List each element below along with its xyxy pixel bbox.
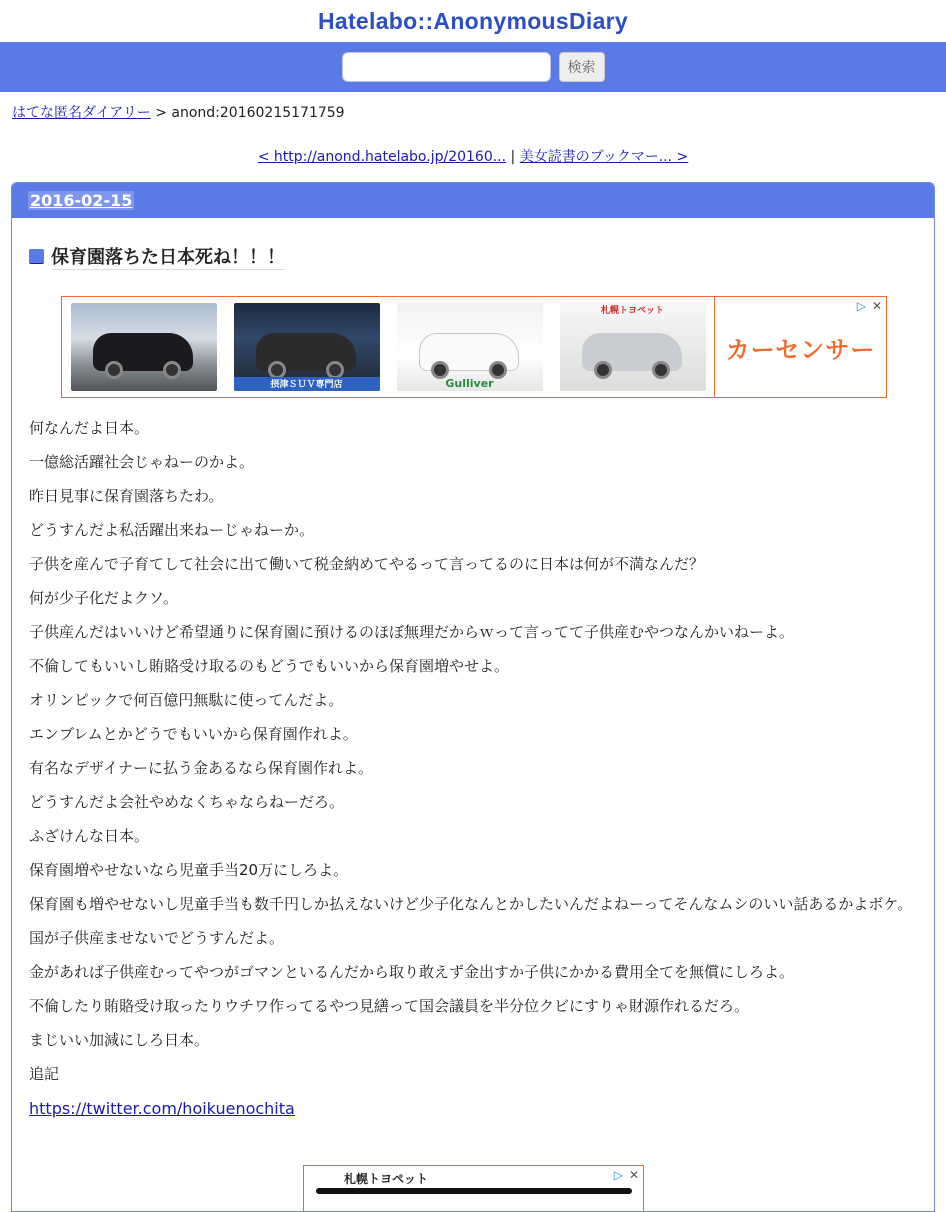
ad2-brand: 札幌トヨペット: [344, 1172, 429, 1186]
next-entry-link[interactable]: 美女読書のブックマー... >: [519, 149, 689, 165]
entry-paragraph: 有名なデザイナーに払う金あるなら保育園作れよ。: [29, 759, 373, 777]
ad-car-tile[interactable]: [62, 297, 225, 397]
car-caption: [71, 377, 217, 391]
search-input[interactable]: [342, 52, 551, 82]
entry-paragraph: 金があれば子供産むってやつがゴマンといるんだから取り敢えず金出すか子供にかかる費用全てを無償にしろよ。: [29, 963, 795, 981]
entry-paragraph: 一億総活躍社会じゃねーのかよ。: [29, 453, 255, 471]
ad-brand-logo[interactable]: カーセンサー: [725, 335, 876, 364]
breadcrumb-current: anond:20160215171759: [171, 105, 345, 121]
ad-banner-bottom[interactable]: [303, 1165, 644, 1212]
breadcrumb-home-link[interactable]: はてな匿名ダイアリー: [12, 105, 151, 121]
car-image-2: [234, 303, 380, 391]
entry-permalink-square-icon[interactable]: [29, 249, 44, 264]
twitter-link[interactable]: https://twitter.com/hoikuenochita: [29, 1099, 295, 1118]
day-section: [11, 182, 935, 1212]
car-caption: Gulliver: [445, 377, 494, 390]
ad-car-tile[interactable]: [225, 297, 388, 397]
ad2-image: [316, 1188, 632, 1194]
site-header: [0, 0, 946, 42]
entry-paragraph: 何が少子化だよクソ。: [29, 589, 178, 607]
ad2-choices: [614, 1168, 639, 1182]
car-caption: 摂津ＳＵＶ専門店: [234, 377, 380, 391]
day-header: [12, 183, 934, 218]
entry-paragraph: 昨日見事に保育園落ちたわ。: [29, 487, 224, 505]
close-icon[interactable]: ✕: [871, 299, 882, 313]
entry-title-text: 保育園落ちた日本死ね！！！: [51, 243, 285, 270]
entry-paragraph: エンブレムとかどうでもいいから保育園作れよ。: [29, 725, 358, 743]
site-title-link[interactable]: Hatelabo::AnonymousDiary: [317, 7, 629, 34]
breadcrumb: [0, 92, 946, 126]
entry-pager: [0, 146, 946, 166]
adchoices-icon[interactable]: ▷: [613, 1168, 623, 1182]
search-button[interactable]: 検索: [559, 52, 605, 82]
pager-divider: |: [510, 149, 516, 165]
entry-paragraph: 不倫したり賄賂受け取ったりウチワ作ってるやつ見繕って国会議員を半分位クビにすりゃ財源作れるだろ。: [29, 997, 750, 1015]
entry-paragraph: まじいい加減にしろ日本。: [29, 1031, 210, 1049]
entry-paragraph: 不倫してもいいし賄賂受け取るのもどうでもいいから保育園増やせよ。: [29, 657, 510, 675]
entry-paragraph: 何なんだよ日本。: [29, 419, 150, 437]
day-date-link[interactable]: 2016-02-15: [30, 191, 133, 210]
entry-paragraph: 子供産んだはいいけど希望通りに保育園に預けるのほぼ無理だからｗって言ってて子供産むやつなんかいねーよ。: [29, 623, 795, 641]
search-bar: [0, 42, 946, 92]
ad-banner[interactable]: [61, 296, 887, 398]
breadcrumb-separator: >: [155, 105, 167, 121]
entry-paragraph: ふざけんな日本。: [29, 827, 150, 845]
entry-paragraph: オリンピックで何百億円無駄に使ってんだよ。: [29, 691, 344, 709]
prev-entry-link[interactable]: < http://anond.hatelabo.jp/20160...: [257, 149, 507, 165]
entry-body: [12, 398, 934, 1122]
ad-car-tile[interactable]: [551, 297, 714, 397]
entry-paragraph: どうすんだよ私活躍出来ねーじゃねーか。: [29, 521, 315, 539]
entry-paragraph: 保育園も増やせないし児童手当も数千円しか払えないけど少子化なんとかしたいんだよねーってそんなムシのいい話あるかよボケ。: [29, 895, 913, 913]
entry-paragraph: 国が子供産ませないでどうすんだよ。: [29, 929, 285, 947]
entry-paragraph: どうすんだよ会社やめなくちゃならねーだろ。: [29, 793, 345, 811]
entry-link-paragraph: [29, 1096, 917, 1122]
adchoices-icon[interactable]: ▷: [856, 299, 866, 313]
car-caption: 札幌トヨペット: [600, 306, 664, 316]
ad-car-tile[interactable]: [388, 297, 551, 397]
entry-title: [12, 218, 934, 276]
ad-choices: [857, 299, 882, 313]
car-image-4: [560, 303, 706, 391]
entry-paragraph: 追記: [29, 1065, 60, 1083]
close-icon[interactable]: ✕: [628, 1168, 639, 1182]
entry-paragraph: 子供を産んで子育てして社会に出て働いて税金納めてやるって言ってるのに日本は何が不満なんだ？: [29, 555, 705, 573]
entry-paragraph: 保育園増やせないなら児童手当20万にしろよ。: [29, 861, 349, 879]
car-image-3: [397, 303, 543, 391]
car-image-1: [71, 303, 217, 391]
